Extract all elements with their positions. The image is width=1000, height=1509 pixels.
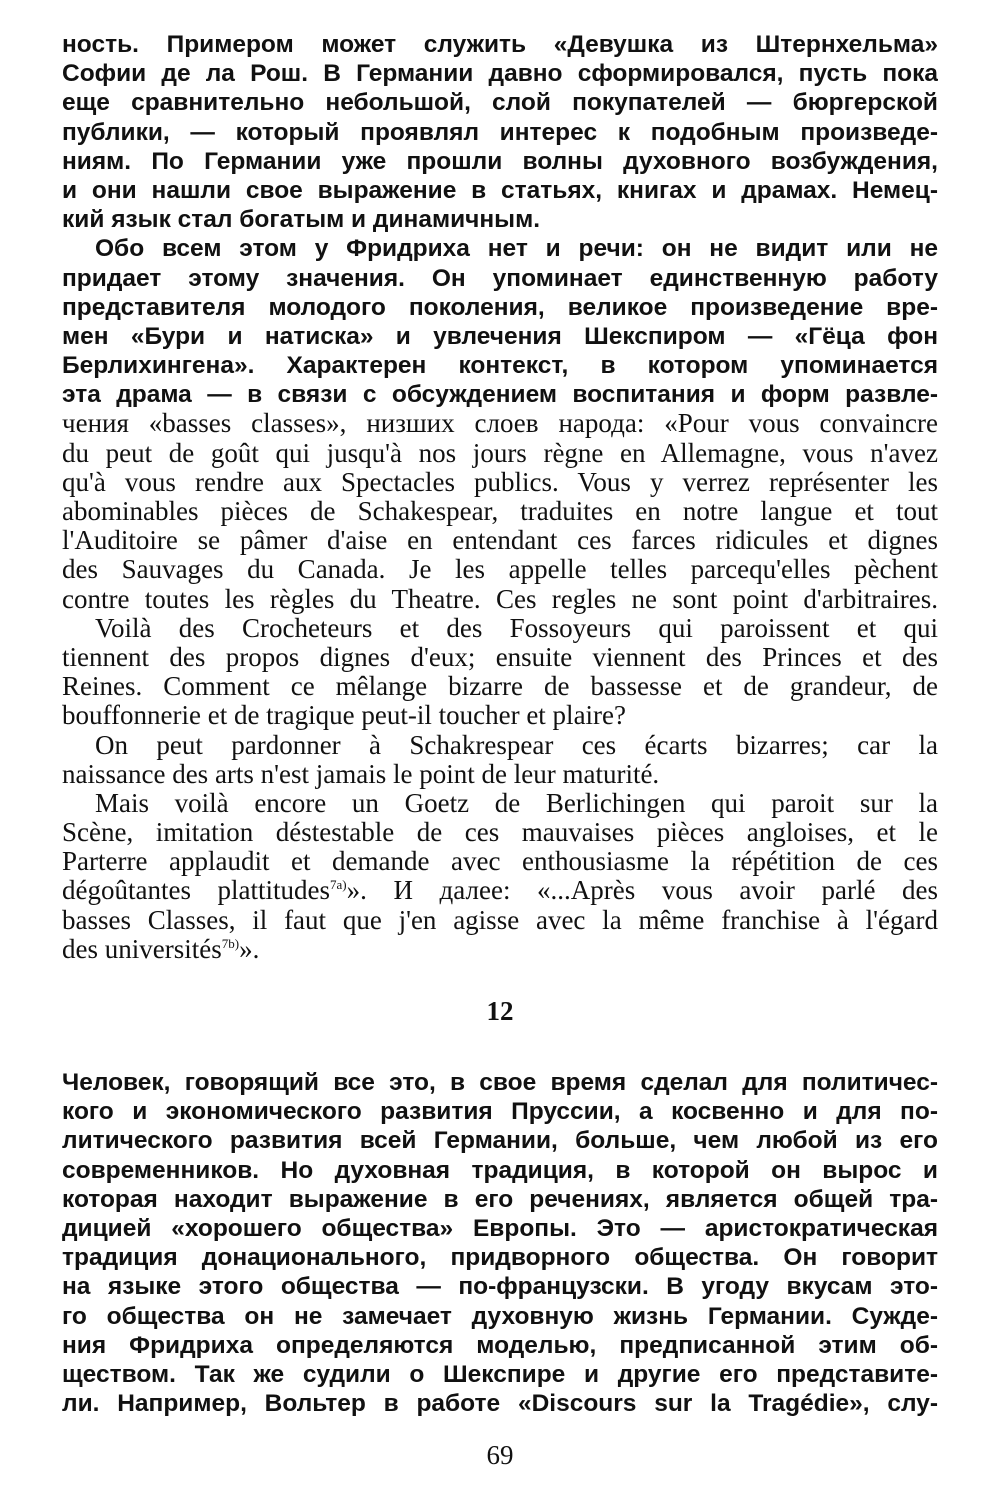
section-number: 12 (486, 996, 514, 1026)
text-segment: dégoûtantes plattitudes (62, 876, 331, 906)
page-number: 69 (486, 1440, 514, 1470)
text-segment: des universités (62, 934, 222, 964)
text-line: и они нашли свое выражение в статьях, книгах и драмах. Немец- (62, 176, 938, 204)
text-line: basses Classes, il faut que j'en agisse avec la même franchise à l'égard (62, 905, 938, 935)
text-segment: ». И далее: «...Après vous avoir parlé des (346, 876, 938, 906)
text-line: мен «Бури и натиска» и увлечения Шекспиром — «Гёца фон (62, 322, 938, 350)
text-line: Reines. Comment ce mêlange bizarre de bassesse et de grandeur, de (62, 672, 938, 702)
text-line: ниям. По Германии уже прошли волны духовного возбуждения, (62, 147, 938, 175)
paragraph-3 (62, 614, 938, 731)
text-line: tiennent des propos dignes d'eux; ensuite viennent des Princes et des (62, 642, 938, 672)
text-line: l'Auditoire se pâmer d'aise en entendant ces farces ridicules et dignes (62, 526, 938, 556)
text-line: qu'à vous rendre aux Spectacles publics. Vous y verrez représenter les (62, 467, 938, 497)
paragraph-2 (62, 234, 938, 613)
text-line: придает этому значения. Он упоминает единственную работу (62, 264, 938, 292)
text-line: des Sauvages du Canada. Je les appelle telles parcequ'elles pèchent (62, 555, 938, 585)
text-line: ли. Например, Вольтер в работе «Discours sur la Tragédie», слу- (62, 1390, 938, 1418)
footnote-ref-7b: 7b) (221, 935, 240, 951)
text-line: публики, — который проявлял интерес к подобным произведе- (62, 118, 938, 146)
text-line: еще сравнительно небольшой, слой покупателей — бюргерской (62, 89, 938, 117)
text-segment: ». (239, 934, 260, 964)
text-line: традиция донационального, придворного общества. Он говорит (62, 1244, 938, 1272)
text-line: Софии де ла Рош. В Германии давно сформировался, пусть пока (62, 60, 938, 88)
text-line: naissance des arts n'est jamais le point de leur maturité. (62, 759, 660, 789)
text-line: Parterre applaudit et demande avec enthousiasme la répétition de ces (62, 847, 938, 877)
text-line: кого и экономического развития Пруссии, а косвенно и для по- (62, 1098, 938, 1126)
text-line: Человек, говорящий все это, в свое время сделал для политичес- (62, 1069, 938, 1096)
text-line: Voilà des Crocheteurs et des Fossoyeurs qui paroissent et qui (95, 613, 938, 643)
text-line-with-footnote (62, 876, 938, 905)
text-line: современников. Но духовная традиция, в которой он вырос и (62, 1156, 938, 1184)
paragraph-5 (62, 789, 938, 964)
paragraph-4 (62, 731, 938, 789)
text-line: ния Фридриха определяются моделью, предписанной этим об- (62, 1331, 938, 1359)
text-line: на языке этого общества — по-французски. В угоду вкусам это- (62, 1273, 938, 1301)
text-line: ность. Примером может служить «Девушка из Штернхельма» (62, 31, 938, 58)
text-line: эта драма — в связи с обсуждением воспитания и форм развле- (62, 381, 938, 409)
text-line: го общества он не замечает духовную жизнь Германии. Сужде- (62, 1302, 938, 1330)
text-line: ществом. Так же судили о Шекспире и другие его представите- (62, 1360, 938, 1388)
text-line: литического развития всей Германии, больше, чем любой из его (62, 1127, 938, 1155)
section-12-paragraph (62, 1068, 938, 1418)
text-line: abominables pièces de Schakespear, traduites en notre langue et tout (62, 497, 938, 526)
text-line: которая находит выражение в его речениях, является общей тра- (62, 1185, 938, 1213)
text-line: представителя молодого поколения, великое произведение вре- (62, 293, 938, 321)
text-line: Scène, imitation déstestable de ces mauvaises pièces angloises, et le (62, 818, 938, 848)
text-line: du peut de goût qui jusqu'à nos jours règne en Allemagne, vous n'avez (62, 438, 938, 468)
paragraph-1 (62, 30, 938, 234)
text-line: bouffonnerie et de tragique peut-il toucher et plaire? (62, 701, 627, 731)
footnote-ref-7a: 7a) (330, 877, 347, 893)
text-line: Берлихингена». Характерен контекст, в котором упоминается (62, 352, 938, 380)
text-line: On peut pardonner à Schakrespear ces écarts bizarres; car la (95, 730, 938, 760)
text-line-with-footnote (62, 935, 938, 964)
text-line: Обо всем этом у Фридриха нет и речи: он не видит или не (95, 235, 938, 263)
text-line: чения «basses classes», низших слоев народа: «Pour vous convaincre (62, 409, 938, 439)
text-line: кий язык стал богатым и динамичным. (62, 206, 541, 234)
text-line: contre toutes les règles du Theatre. Ces regles ne sont point d'arbitraires. (62, 584, 938, 614)
text-line: Mais voilà encore un Goetz de Berlichingen qui paroit sur la (95, 788, 938, 818)
book-page (62, 30, 938, 1418)
text-line: дицией «хорошего общества» Европы. Это — аристократическая (62, 1214, 938, 1242)
